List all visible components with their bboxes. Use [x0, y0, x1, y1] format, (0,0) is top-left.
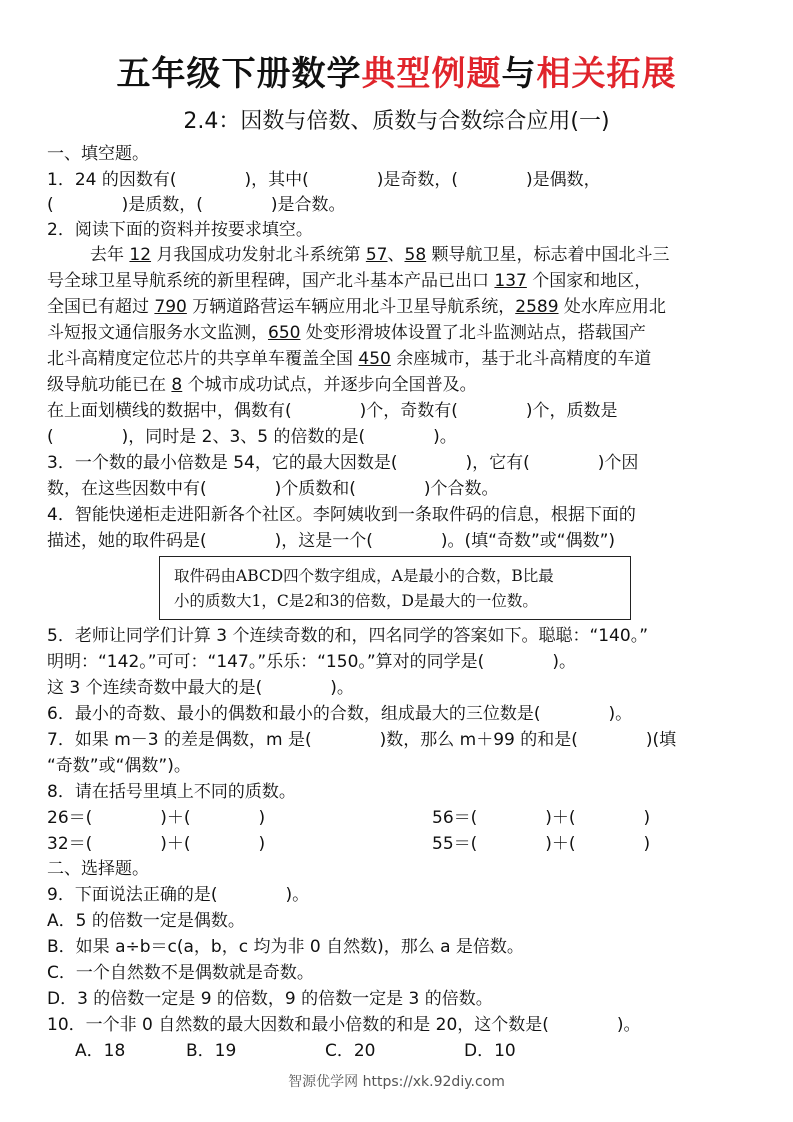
underlined-number: 790 — [154, 297, 187, 317]
underlined-number: 137 — [494, 271, 527, 291]
question-1-line-1: 1．24 的因数有( )，其中( )是奇数，( )是偶数， — [47, 170, 601, 190]
question-10-option-d: D．10 — [464, 1041, 516, 1061]
question-10-option-b: B．19 — [186, 1041, 237, 1061]
underlined-number: 2589 — [515, 297, 559, 317]
question-9-option-a: A．5 的倍数一定是偶数。 — [47, 911, 245, 931]
question-8-equation-2: 56＝( )＋( ) — [432, 808, 651, 828]
question-9-option-c: C．一个自然数不是偶数就是奇数。 — [47, 963, 314, 983]
section-heading-choice: 二、选择题。 — [47, 859, 149, 879]
title-part-2: 典型例题 — [361, 54, 502, 94]
question-8-heading: 8．请在括号里填上不同的质数。 — [47, 782, 296, 802]
pickup-code-info-box — [159, 556, 631, 620]
question-8-equation-1: 26＝( )＋( ) — [47, 808, 266, 828]
question-3-line-2: 数，在这些因数中有( )个质数和( )个合数。 — [47, 479, 499, 499]
question-7-line-1: 7．如果 m－3 的差是偶数，m 是( )数，那么 m＋99 的和是( )(填 — [47, 730, 677, 750]
title-part-1: 五年级下册数学 — [116, 54, 362, 94]
underlined-number: 58 — [404, 245, 427, 265]
question-3-line-1: 3．一个数的最小倍数是 54，它的最大因数是( )，它有( )个因 — [47, 453, 639, 473]
question-9-heading: 9．下面说法正确的是( )。 — [47, 885, 310, 905]
info-box-line-1: 取件码由ABCD四个数字组成，A是最小的合数，B比最 — [174, 567, 554, 585]
question-8-equation-3: 32＝( )＋( ) — [47, 834, 266, 854]
underlined-number: 8 — [171, 375, 183, 395]
question-1-line-2: ( )是质数，( )是合数。 — [47, 195, 346, 215]
question-6: 6．最小的奇数、最小的偶数和最小的合数，组成最大的三位数是( )。 — [47, 704, 633, 724]
question-2-paragraph-line-4: 斗短报文通信服务水文监测，650 处变形滑坡体设置了北斗监测站点，搭载国产 — [47, 323, 646, 343]
question-9-option-b: B．如果 a÷b＝c(a，b，c 均为非 0 自然数)，那么 a 是倍数。 — [47, 937, 524, 957]
underlined-number: 57 — [365, 245, 388, 265]
info-box-line-2: 小的质数大1，C是2和3的倍数，D是最大的一位数。 — [174, 592, 538, 610]
question-5-line-3: 这 3 个连续奇数中最大的是( )。 — [47, 678, 354, 698]
question-4-line-2: 描述，她的取件码是( )，这是一个( )。(填“奇数”或“偶数”) — [47, 531, 616, 551]
title-part-3: 与 — [501, 54, 537, 94]
question-7-line-2: “奇数”或“偶数”)。 — [47, 756, 191, 776]
question-2-ask-line-1: 在上面划横线的数据中，偶数有( )个，奇数有( )个，质数是 — [47, 401, 618, 421]
question-5-line-1: 5．老师让同学们计算 3 个连续奇数的和，四名同学的答案如下。聪聪：“140。” — [47, 626, 648, 646]
question-9-option-d: D．3 的倍数一定是 9 的倍数，9 的倍数一定是 3 的倍数。 — [47, 989, 493, 1009]
underlined-number: 650 — [268, 323, 301, 343]
question-2-heading: 2．阅读下面的资料并按要求填空。 — [47, 220, 313, 240]
underlined-number: 450 — [358, 349, 391, 369]
footer-watermark: 智源优学网 https://xk.92diy.com — [288, 1074, 505, 1090]
question-2-paragraph-line-2: 号全球卫星导航系统的新里程碑，国产北斗基本产品已出口 137 个国家和地区， — [47, 271, 652, 291]
question-2-paragraph-line-1: 去年 12 月我国成功发射北斗系统第 57、58 颗导航卫星，标志着中国北斗三 — [73, 245, 670, 265]
question-2-ask-line-2: ( )，同时是 2、3、5 的倍数的是( )。 — [47, 427, 457, 447]
question-2-paragraph-line-3: 全国已有超过 790 万辆道路营运车辆应用北斗卫星导航系统，2589 处水库应用北 — [47, 297, 666, 317]
question-10-option-c: C．20 — [325, 1041, 376, 1061]
underlined-number: 12 — [129, 245, 152, 265]
title-part-4: 相关拓展 — [536, 54, 677, 94]
page-subtitle: 2.4：因数与倍数、质数与合数综合应用(一) — [183, 109, 610, 134]
question-2-paragraph-line-6: 级导航功能已在 8 个城市成功试点，并逐步向全国普及。 — [47, 375, 477, 395]
question-5-line-2: 明明：“142。”可可：“147。”乐乐：“150。”算对的同学是( )。 — [47, 652, 576, 672]
question-4-line-1: 4．智能快递柜走进阳新各个社区。李阿姨收到一条取件码的信息，根据下面的 — [47, 505, 636, 525]
page-title — [0, 46, 793, 95]
question-8-equation-4: 55＝( )＋( ) — [432, 834, 651, 854]
question-10-heading: 10．一个非 0 自然数的最大因数和最小倍数的和是 20，这个数是( )。 — [47, 1015, 641, 1035]
question-2-paragraph-line-5: 北斗高精度定位芯片的共享单车覆盖全国 450 余座城市，基于北斗高精度的车道 — [47, 349, 652, 369]
question-10-option-a: A．18 — [75, 1041, 126, 1061]
section-heading-fill-blank: 一、填空题。 — [47, 144, 149, 164]
